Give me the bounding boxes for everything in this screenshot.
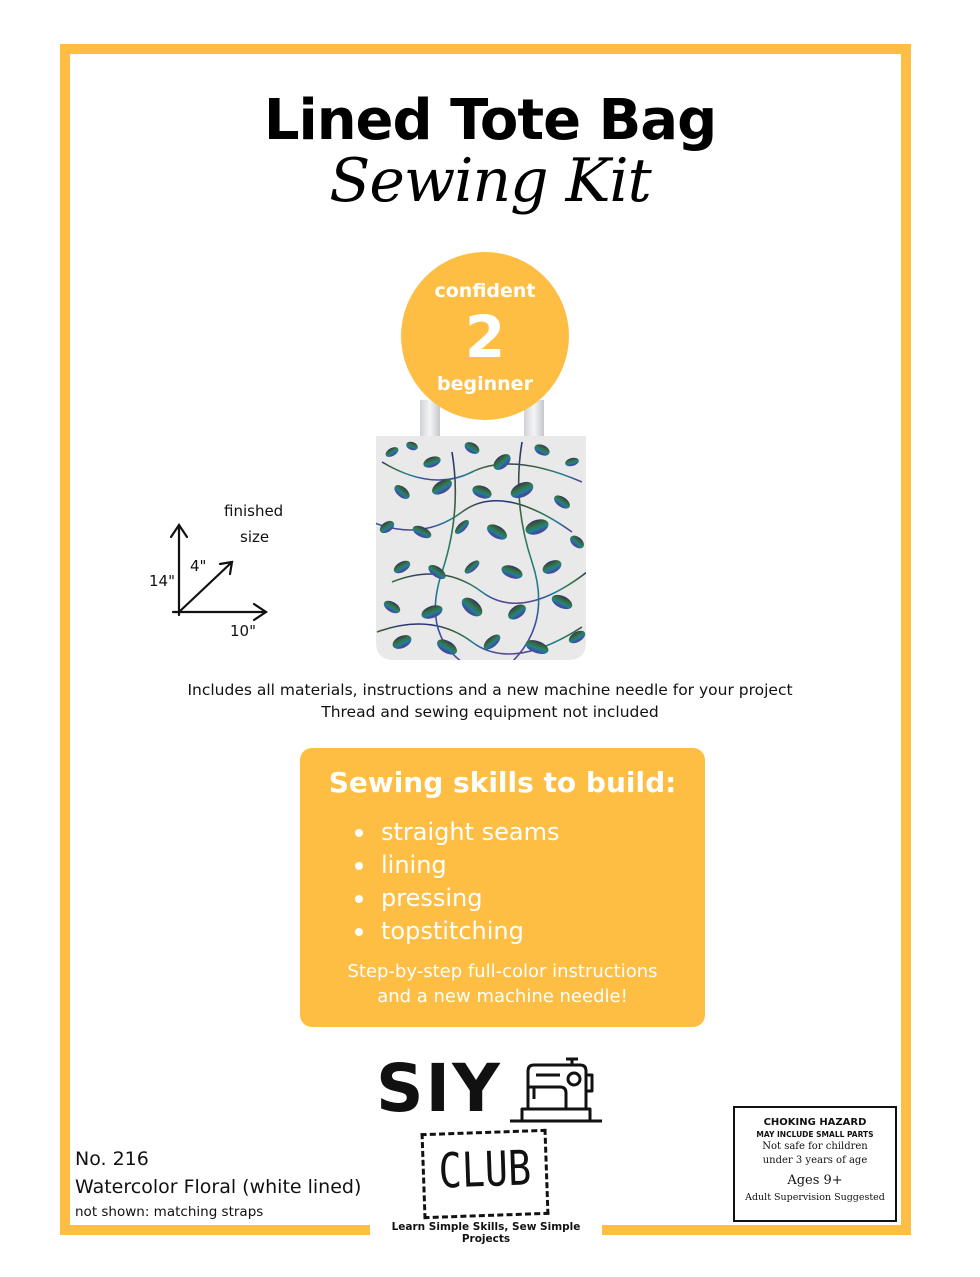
height-dimension: 14": [149, 572, 175, 590]
finished-size-label-1: finished: [224, 502, 284, 520]
hazard-title: CHOKING HAZARD: [763, 1117, 867, 1128]
hazard-small-parts: MAY INCLUDE SMALL PARTS: [756, 1130, 874, 1139]
skill-level-badge: [401, 252, 569, 420]
tote-bag-image: [372, 432, 590, 664]
bullet-icon: [355, 928, 363, 936]
product-info: [75, 1146, 361, 1222]
skill-item: straight seams: [355, 816, 560, 849]
hazard-ages: Ages 9+: [787, 1173, 843, 1188]
logo-tagline: Learn Simple Skills, Sew Simple Projects: [391, 1221, 581, 1245]
skills-list: [355, 816, 560, 948]
skills-note: Step-by-step full-color instructions and a new machine needle!: [347, 961, 658, 1007]
bullet-icon: [355, 862, 363, 870]
sewing-machine-icon: [510, 1057, 602, 1125]
width-dimension: 10": [230, 622, 256, 640]
skill-item: pressing: [355, 882, 560, 915]
skills-panel: [300, 748, 705, 1027]
page-title: Lined Tote Bag: [263, 88, 717, 153]
hazard-line-4: under 3 years of age: [762, 1155, 868, 1166]
choking-hazard-warning: [733, 1106, 897, 1222]
bullet-icon: [355, 829, 363, 837]
hazard-line-3: Not safe for children: [762, 1141, 868, 1152]
level-number: 2: [464, 303, 506, 371]
logo-club-text: CLUB: [437, 1140, 533, 1200]
skills-title: Sewing skills to build:: [328, 766, 677, 799]
finished-size-label-2: size: [240, 528, 270, 546]
finished-size-diagram: [140, 495, 320, 655]
page-subtitle: Sewing Kit: [329, 146, 651, 216]
level-bottom-label: beginner: [437, 373, 533, 395]
includes-line-2: Thread and sewing equipment not included: [321, 703, 659, 721]
logo-brand-text: SIY: [376, 1050, 502, 1127]
skill-item: lining: [355, 849, 560, 882]
skill-item: topstitching: [355, 915, 560, 948]
siy-club-logo: [370, 1035, 602, 1250]
bullet-icon: [355, 895, 363, 903]
product-number: No. 216: [75, 1148, 149, 1170]
hazard-supervision: Adult Supervision Suggested: [745, 1192, 885, 1203]
includes-line-1: Includes all materials, instructions and a new machine needle for your project: [187, 681, 793, 699]
logo-club-box: [421, 1129, 550, 1219]
product-name: Watercolor Floral (white lined): [75, 1176, 362, 1198]
level-top-label: confident: [434, 280, 536, 302]
includes-text: [0, 679, 980, 723]
product-note: not shown: matching straps: [75, 1204, 264, 1220]
depth-dimension: 4": [190, 557, 207, 575]
